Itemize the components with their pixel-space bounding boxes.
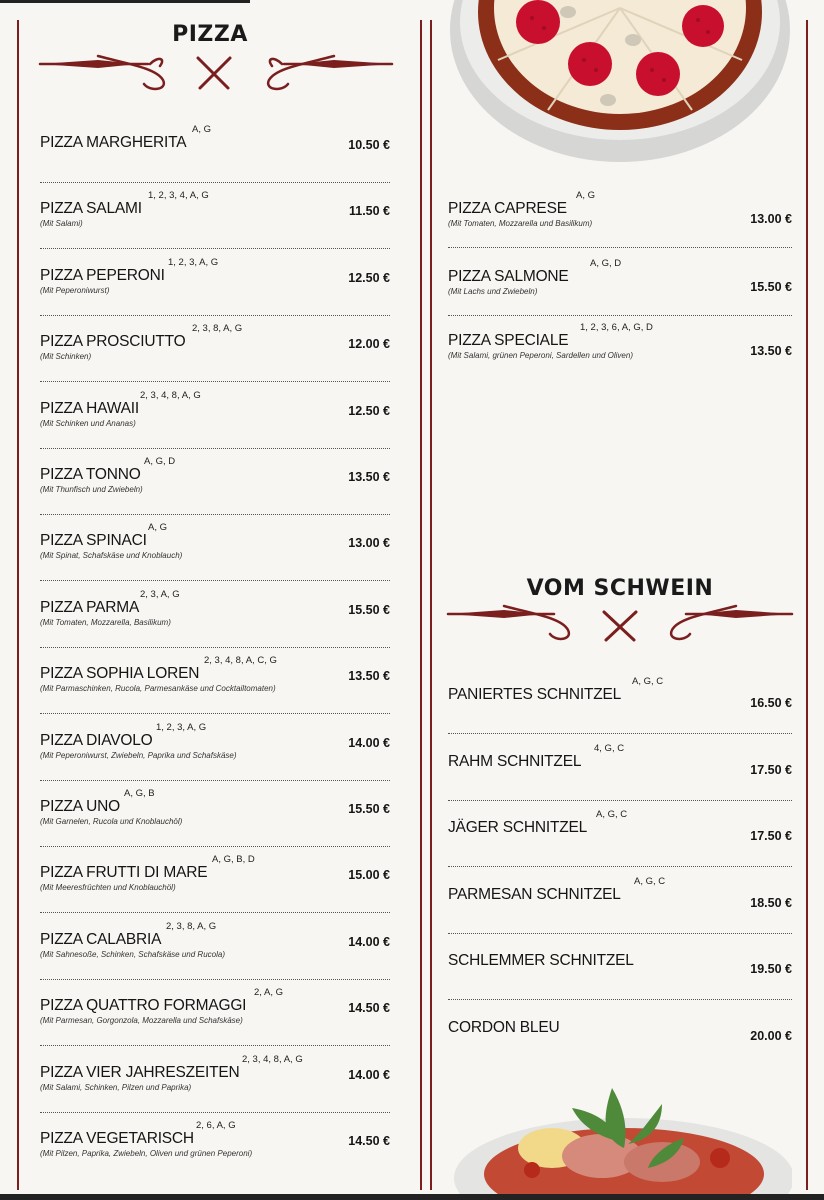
dotted-separator (40, 713, 390, 714)
item-name: PIZZA SPECIALE (448, 332, 569, 349)
item-name: PIZZA VEGETARISCH (40, 1130, 194, 1147)
item-price: 13.50 € (348, 470, 390, 484)
item-price: 13.50 € (348, 669, 390, 684)
item-price: 13.50 € (750, 344, 792, 358)
menu-item (40, 323, 390, 383)
menu-item (40, 257, 390, 317)
item-description: (Mit Tomaten, Mozzarella und Basilikum) (448, 219, 593, 228)
allergen-codes: 2, 3, 4, 8, A, G (242, 1053, 303, 1065)
item-description: (Mit Lachs und Zwiebeln) (448, 287, 538, 296)
menu-item (448, 942, 792, 1002)
item-price: 15.50 € (348, 802, 390, 816)
dotted-separator (40, 580, 390, 581)
item-name: PIZZA TONNO (40, 466, 141, 483)
menu-item (40, 124, 390, 184)
item-price: 19.50 € (750, 962, 792, 976)
dotted-separator (40, 1045, 390, 1046)
menu-item (448, 876, 792, 936)
item-name: PIZZA VIER JAHRESZEITEN (40, 1063, 240, 1081)
allergen-codes: A, G, D (590, 258, 622, 269)
allergen-codes: 2, 3, 8, A, G (192, 323, 243, 335)
item-name: PIZZA PARMA (40, 598, 140, 616)
allergen-codes: A, G, C (632, 676, 664, 687)
allergen-codes: 2, 3, 4, 8, A, C, G (204, 655, 277, 667)
allergen-codes: A, G (148, 522, 168, 534)
right-border-line (806, 20, 808, 1190)
dotted-separator (448, 733, 792, 734)
item-price: 17.50 € (750, 829, 792, 843)
allergen-codes: 2, 3, 8, A, G (166, 920, 217, 932)
dotted-separator (40, 514, 390, 515)
allergen-codes: 2, 3, A, G (140, 588, 180, 600)
item-description: (Mit Parmesan, Gorgonzola, Mozzarella und Schafskäse) (40, 1016, 243, 1026)
allergen-codes: A, G (192, 124, 212, 135)
item-price: 12.00 € (348, 337, 390, 352)
dotted-separator (40, 248, 390, 249)
allergen-codes: 1, 2, 3, 6, A, G, D (580, 322, 653, 333)
item-name: PIZZA CALABRIA (40, 930, 162, 948)
item-description: (Mit Sahnesoße, Schinken, Schafskäse und Rucola) (40, 949, 225, 959)
item-name: SCHLEMMER SCHNITZEL (448, 952, 634, 969)
dotted-separator (40, 979, 390, 980)
menu-item (40, 589, 390, 649)
item-name: PIZZA DIAVOLO (40, 731, 153, 749)
center-right-line (430, 20, 432, 1190)
allergen-codes: 2, A, G (254, 987, 284, 999)
menu-item (40, 190, 390, 250)
item-price: 13.00 € (750, 212, 792, 226)
item-name: PIZZA PEPERONI (40, 266, 165, 284)
item-price: 16.50 € (750, 696, 792, 710)
menu-item (40, 390, 390, 450)
dotted-separator (40, 846, 390, 847)
item-price: 13.00 € (348, 536, 390, 551)
item-name: PANIERTES SCHNITZEL (448, 686, 622, 703)
bottom-edge (0, 1194, 824, 1200)
item-description: (Mit Peperoniwurst) (40, 285, 110, 295)
item-price: 20.00 € (750, 1028, 792, 1043)
left-border-line (17, 20, 19, 1190)
dotted-separator (40, 448, 390, 449)
menu-item (448, 1009, 792, 1069)
dotted-separator (40, 182, 390, 183)
menu-item (448, 809, 792, 869)
allergen-codes: A, G, B, D (212, 854, 255, 866)
allergen-codes: 1, 2, 3, 4, A, G (148, 190, 209, 202)
item-description: (Mit Tomaten, Mozzarella, Basilikum) (40, 617, 171, 627)
item-name: PIZZA PROSCIUTTO (40, 333, 186, 351)
dotted-separator (448, 247, 792, 248)
item-price: 10.50 € (348, 138, 390, 152)
pizza-section-title: PIZZA (172, 22, 248, 47)
dotted-separator (40, 1112, 390, 1113)
item-price: 15.50 € (750, 280, 792, 294)
item-price: 17.50 € (750, 762, 792, 777)
dotted-separator (448, 315, 792, 316)
item-name: PIZZA UNO (40, 798, 121, 815)
menu-item (40, 788, 390, 848)
item-name: PIZZA QUATTRO FORMAGGI (40, 997, 247, 1015)
item-description: (Mit Schinken und Ananas) (40, 418, 136, 428)
dotted-separator (448, 999, 792, 1000)
item-description: (Mit Parmaschinken, Rucola, Parmesankäse und Cocktailtomaten) (40, 684, 276, 694)
dotted-separator (40, 381, 390, 382)
allergen-codes: 2, 3, 4, 8, A, G (140, 389, 201, 401)
allergen-codes: A, G, C (596, 809, 628, 820)
item-price: 14.50 € (348, 1134, 390, 1148)
menu-item (40, 854, 390, 914)
allergen-codes: A, G, D (144, 456, 176, 467)
item-price: 14.50 € (348, 1001, 390, 1016)
item-description: (Mit Thunfisch und Zwiebeln) (40, 485, 143, 494)
allergen-codes: 1, 2, 3, A, G (156, 721, 207, 733)
allergen-codes: A, G, B (124, 788, 155, 799)
item-name: RAHM SCHNITZEL (448, 752, 582, 770)
menu-item (40, 921, 390, 981)
dotted-separator (448, 933, 792, 934)
item-description: (Mit Meeresfrüchten und Knoblauchöl) (40, 883, 176, 893)
item-description: (Mit Salami, grünen Peperoni, Sardellen und Oliven) (448, 351, 633, 360)
allergen-codes: 4, G, C (594, 742, 625, 754)
allergen-codes: 1, 2, 3, A, G (168, 256, 219, 268)
item-name: CORDON BLEU (448, 1018, 560, 1036)
item-price: 14.00 € (348, 1067, 390, 1082)
menu-item (448, 743, 792, 803)
item-price: 14.00 € (348, 934, 390, 949)
item-price: 14.00 € (348, 735, 390, 750)
menu-item (40, 655, 390, 715)
schwein-section-title: VOM SCHWEIN (526, 576, 714, 601)
menu-item (448, 258, 792, 318)
dotted-separator (40, 647, 390, 648)
item-name: PIZZA HAWAII (40, 399, 139, 417)
salad-illustration (452, 1078, 792, 1196)
item-price: 12.50 € (348, 403, 390, 418)
menu-item (40, 522, 390, 582)
menu-item (448, 190, 792, 250)
item-name: PIZZA MARGHERITA (40, 134, 187, 151)
menu-item (40, 1120, 390, 1180)
item-description: (Mit Salami, Schinken, Pilzen und Paprika) (40, 1082, 192, 1092)
fork-knife-ornament-icon (38, 46, 394, 96)
item-price: 15.00 € (348, 868, 390, 883)
fork-knife-ornament-icon (446, 598, 794, 648)
dotted-separator (40, 912, 390, 913)
item-name: PIZZA SOPHIA LOREN (40, 665, 200, 683)
menu-item (40, 722, 390, 782)
allergen-codes: A, G, C (634, 875, 666, 887)
item-name: PIZZA SALAMI (40, 200, 142, 218)
top-edge (0, 0, 250, 3)
pizza-illustration (448, 0, 792, 165)
item-name: PIZZA FRUTTI DI MARE (40, 864, 208, 882)
item-description: (Mit Pilzen, Paprika, Zwiebeln, Oliven und grünen Peperoni) (40, 1149, 253, 1158)
center-left-line (420, 20, 422, 1190)
item-description: (Mit Peperoniwurst, Zwiebeln, Paprika und Schafskäse) (40, 750, 237, 760)
item-description: (Mit Garnelen, Rucola und Knoblauchöl) (40, 817, 183, 826)
item-description: (Mit Spinat, Schafskäse und Knoblauch) (40, 551, 183, 561)
item-name: PARMESAN SCHNITZEL (448, 885, 621, 903)
menu-item (40, 1054, 390, 1114)
dotted-separator (40, 780, 390, 781)
item-price: 12.50 € (348, 270, 390, 285)
menu-item (448, 322, 792, 382)
menu-item (448, 676, 792, 736)
allergen-codes: A, G (576, 190, 596, 201)
item-price: 11.50 € (348, 204, 390, 219)
allergen-codes: 2, 6, A, G (196, 1120, 236, 1131)
menu-item (40, 987, 390, 1047)
dotted-separator (448, 866, 792, 867)
item-price: 18.50 € (750, 895, 792, 910)
item-name: PIZZA CAPRESE (448, 200, 567, 217)
dotted-separator (40, 315, 390, 316)
dotted-separator (448, 800, 792, 801)
menu-item (40, 456, 390, 516)
item-name: JÄGER SCHNITZEL (448, 819, 588, 836)
item-description: (Mit Schinken) (40, 352, 92, 362)
item-name: PIZZA SPINACI (40, 532, 147, 550)
item-description: (Mit Salami) (40, 219, 83, 229)
item-name: PIZZA SALMONE (448, 268, 569, 285)
item-price: 15.50 € (348, 602, 390, 617)
